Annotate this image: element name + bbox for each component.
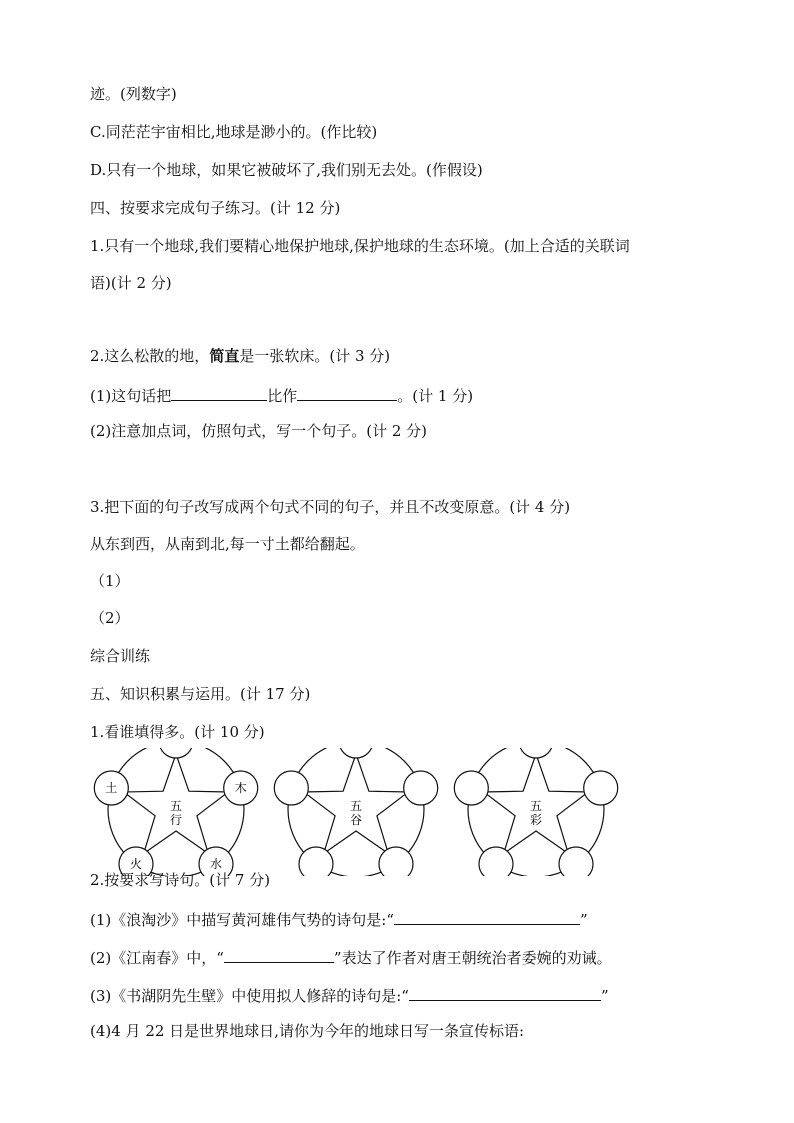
answer-label-1: （1） — [90, 572, 130, 590]
question-5-1: 1.看谁填得多。(计 10 分) — [90, 723, 265, 741]
poem-blank-1[interactable] — [394, 908, 580, 925]
star-center-label: 五 — [169, 799, 183, 813]
star-center-label: 行 — [169, 813, 183, 827]
option-d: D.只有一个地球，如果它被破坏了,我们别无去处。(作假设) — [90, 161, 483, 179]
star-diagram-3 — [454, 748, 617, 876]
q522-b: ”表达了作者对唐王朝统治者委婉的劝诫。 — [333, 949, 612, 967]
star-node[interactable] — [559, 847, 593, 876]
star-center-label: 谷 — [349, 813, 363, 827]
star-node[interactable] — [404, 771, 438, 805]
q42-post: 是一张软床。(计 3 分) — [239, 347, 391, 365]
answer-blank-1[interactable] — [171, 384, 267, 401]
question-4-2-2: (2)注意加点词，仿照句式，写一个句子。(计 2 分) — [90, 422, 428, 440]
star-node-label: 土 — [105, 781, 118, 795]
source-sentence: 从东到西，从南到北,每一寸土都给翻起。 — [90, 535, 365, 553]
question-5-2-3 — [90, 984, 609, 1006]
star-node[interactable] — [299, 847, 333, 876]
star-node-label: 水 — [209, 857, 223, 871]
q523-b: ” — [600, 987, 609, 1005]
star-node[interactable] — [274, 771, 308, 805]
question-5-2-1 — [90, 908, 588, 930]
star-node-label: 木 — [234, 781, 247, 795]
q521-b: ” — [579, 911, 588, 929]
question-5-2-2 — [90, 946, 612, 968]
q522-a: (2)《江南春》中，“ — [90, 949, 224, 967]
star-node-label: 火 — [129, 857, 143, 871]
section-title: 综合训练 — [90, 647, 151, 665]
q421-a: (1)这句话把 — [90, 387, 172, 405]
star-node[interactable] — [339, 748, 373, 758]
poem-blank-2[interactable] — [224, 946, 334, 963]
star-node[interactable] — [454, 771, 488, 805]
q523-a: (3)《书湖阴先生壁》中使用拟人修辞的诗句是:“ — [90, 987, 409, 1005]
answer-label-2: （2） — [90, 609, 130, 627]
poem-blank-3[interactable] — [409, 984, 601, 1001]
star-node[interactable] — [584, 771, 618, 805]
star-node[interactable] — [379, 847, 413, 876]
section-4-heading: 四、按要求完成句子练习。(计 12 分) — [90, 199, 341, 217]
question-5-2: 2.按要求写诗句。(计 7 分) — [90, 871, 271, 889]
q42-emphasis: 简直 — [209, 347, 240, 365]
q42-pre: 2.这么松散的地， — [90, 347, 210, 365]
q521-a: (1)《浪淘沙》中描写黄河雄伟气势的诗句是:“ — [90, 911, 394, 929]
star-center-label: 五 — [529, 799, 543, 813]
star-node[interactable] — [479, 847, 513, 876]
star-node — [159, 748, 193, 758]
section-5-heading: 五、知识积累与运用。(计 17 分) — [90, 685, 311, 703]
star-center-label: 五 — [349, 799, 363, 813]
star-center-label: 彩 — [529, 813, 543, 827]
q421-c: 。(计 1 分) — [397, 387, 474, 405]
option-c: C.同茫茫宇宙相比,地球是渺小的。(作比较) — [90, 123, 378, 141]
question-5-2-4: (4)4 月 22 日是世界地球日,请你为今年的地球日写一条宣传标语: — [90, 1022, 525, 1040]
question-4-2 — [90, 346, 390, 366]
q421-b: 比作 — [267, 387, 298, 405]
star-diagrams — [0, 748, 794, 876]
star-diagram-1 — [94, 748, 257, 876]
question-4-3: 3.把下面的句子改写成两个句式不同的句子，并且不改变原意。(计 4 分) — [90, 498, 571, 516]
question-4-2-1 — [90, 384, 473, 406]
star-diagram-2 — [274, 748, 437, 876]
answer-blank-2[interactable] — [297, 384, 397, 401]
question-4-1: 1.只有一个地球,我们要精心地保护地球,保护地球的生态环境。(加上合适的关联词 — [90, 237, 630, 255]
star-node[interactable] — [519, 748, 553, 758]
question-4-1-cont: 语)(计 2 分) — [90, 274, 172, 292]
text-line: 迹。(列数字) — [90, 85, 177, 103]
